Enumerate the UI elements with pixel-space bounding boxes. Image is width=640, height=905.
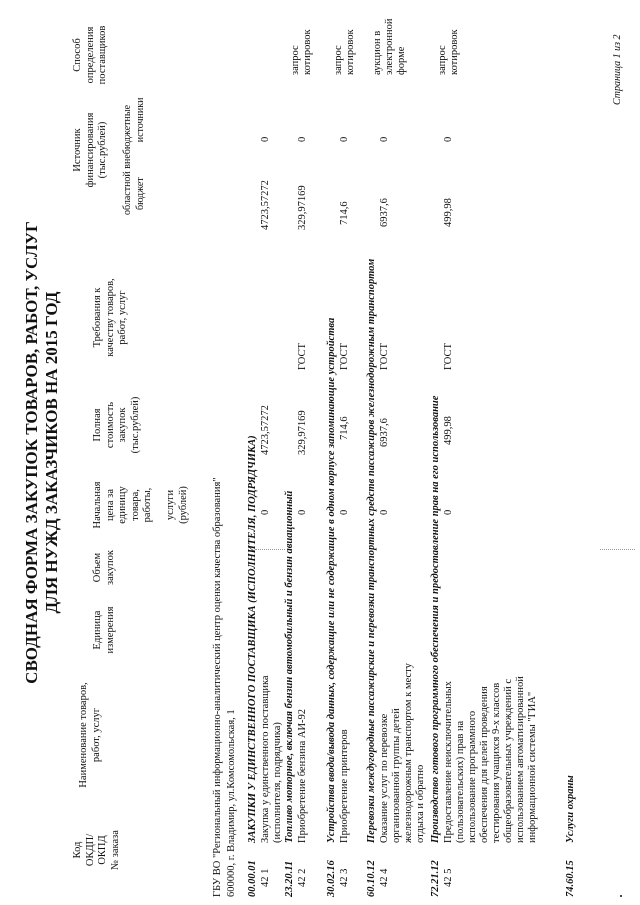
procurement-method: запрос котировок — [290, 29, 314, 75]
extrabudget: 0 — [379, 136, 390, 142]
section-code: 23.20.11 — [284, 860, 295, 897]
extrabudget: 0 — [260, 136, 271, 142]
initial-price: 0 — [260, 509, 271, 515]
section-title: Перевозки междугородные пассажирские и перевозки транспортных средств пассажиров железнодорожным транспортом — [366, 258, 377, 843]
section-code: 00.00.01 — [247, 860, 258, 897]
header-funding: Источник финансирования (тыс.рублей) — [72, 112, 109, 188]
extrabudget: 0 — [297, 136, 308, 142]
regional-budget: 714,6 — [339, 201, 350, 225]
org-name: ГБУ ВО "Региональный информационно-аналитический центр оценки качества образования" — [212, 477, 223, 897]
procurement-method: аукцион в электронной форме — [372, 18, 408, 75]
regional-budget: 329,97169 — [297, 185, 308, 230]
full-cost: 499,98 — [443, 416, 454, 445]
scan-artifact — [600, 549, 635, 550]
page-number: Страница 1 из 2 — [612, 34, 623, 105]
procurement-method: запрос котировок — [333, 29, 357, 75]
item-name: Приобретение бензина АИ-92 — [297, 708, 308, 843]
header-funding-sub-2: бюджет источники — [135, 97, 146, 210]
full-cost: 714,6 — [339, 416, 350, 440]
section-code: 60.10.12 — [366, 860, 377, 897]
section-title: Услуги охраны — [565, 775, 576, 843]
header-method: Способ определения поставщиков — [72, 25, 109, 85]
org-address: 600000, г. Владимир, ул.Комсомольская, 1 — [226, 709, 237, 897]
form-title-line-1: СВОДНАЯ ФОРМА ЗАКУПОК ТОВАРОВ, РАБОТ, УСЛУГ — [22, 221, 41, 684]
header-unit: Единица измерения — [92, 606, 116, 654]
initial-price: 0 — [297, 509, 308, 515]
full-cost: 4723,57272 — [260, 405, 271, 455]
item-name: Приобретение принтеров — [339, 729, 350, 843]
header-funding-sub: областной внебюджетные — [122, 104, 133, 215]
item-name: Предоставление неисключительных (пользовательских) прав на использование программного обеспечения для целей проведения тестирования учащихся 9-х классов общеобразовательных учреждений с использованием автоматизированной информационной системы "ГИА" — [443, 676, 539, 843]
quality-standard: ГОСТ — [339, 343, 350, 370]
quality-standard: ГОСТ — [379, 343, 390, 370]
section-title: Устройства ввода/вывода данных, содержащие или не содержащие в одном корпусе запоминающие устройства — [326, 317, 337, 843]
order-number: 42 2 — [297, 868, 308, 887]
item-name: Закупка у единственного поставщика (исполнителя, подрядчика) — [260, 675, 284, 843]
item-name: Оказание услуг по перевозке организованной группы детей железнодорожным транспортом к месту отдыха и обратно — [379, 663, 427, 843]
extrabudget: 0 — [443, 136, 454, 142]
section-code: 72.21.12 — [430, 860, 441, 897]
section-code: 74.60.15 — [565, 860, 576, 897]
scan-dot — [620, 895, 622, 897]
header-code: Код ОКДП/ ОКПД № заказа — [72, 830, 121, 870]
scan-artifact — [255, 549, 285, 550]
extrabudget: 0 — [339, 136, 350, 142]
header-name: Наименование товаров, работ, услуг — [78, 682, 102, 788]
full-cost: 329,97169 — [297, 410, 308, 455]
procurement-method: запрос котировок — [437, 29, 461, 75]
form-title-line-2: ДЛЯ НУЖД ЗАКАЗЧИКОВ НА 2015 ГОД — [42, 291, 61, 614]
quality-standard: ГОСТ — [297, 343, 308, 370]
regional-budget: 4723,57272 — [260, 180, 271, 230]
initial-price: 0 — [339, 509, 350, 515]
section-title: Производство готового программного обеспечения и предоставление прав на его использование — [430, 395, 441, 843]
order-number: 42 1 — [260, 868, 271, 887]
header-initial-price: Начальная цена за единицу товара, работы, услуги (рублей) — [92, 481, 189, 529]
header-requirements: Требования к качеству товаров, работ, услуг — [92, 278, 129, 357]
regional-budget: 499,98 — [443, 198, 454, 227]
header-volume: Объем закупок — [92, 550, 116, 585]
regional-budget: 6937,6 — [379, 198, 390, 227]
order-number: 42 3 — [339, 868, 350, 887]
initial-price: 0 — [379, 509, 390, 515]
order-number: 42 5 — [443, 868, 454, 887]
order-number: 42 4 — [379, 868, 390, 887]
section-title: ЗАКУПКИ У ЕДИНСТВЕННОГО ПОСТАВЩИКА (ИСПОЛНИТЕЛЯ, ПОДРЯДЧИКА) — [247, 435, 258, 843]
section-title: Топливо моторное, включая бензин автомобильный и бензин авиационный — [284, 490, 295, 843]
full-cost: 6937,6 — [379, 418, 390, 447]
quality-standard: ГОСТ — [443, 343, 454, 370]
header-full-cost: Полная стоимость закупок (тыс.рублей) — [92, 396, 141, 454]
section-code: 30.02.16 — [326, 860, 337, 897]
initial-price: 0 — [443, 509, 454, 515]
